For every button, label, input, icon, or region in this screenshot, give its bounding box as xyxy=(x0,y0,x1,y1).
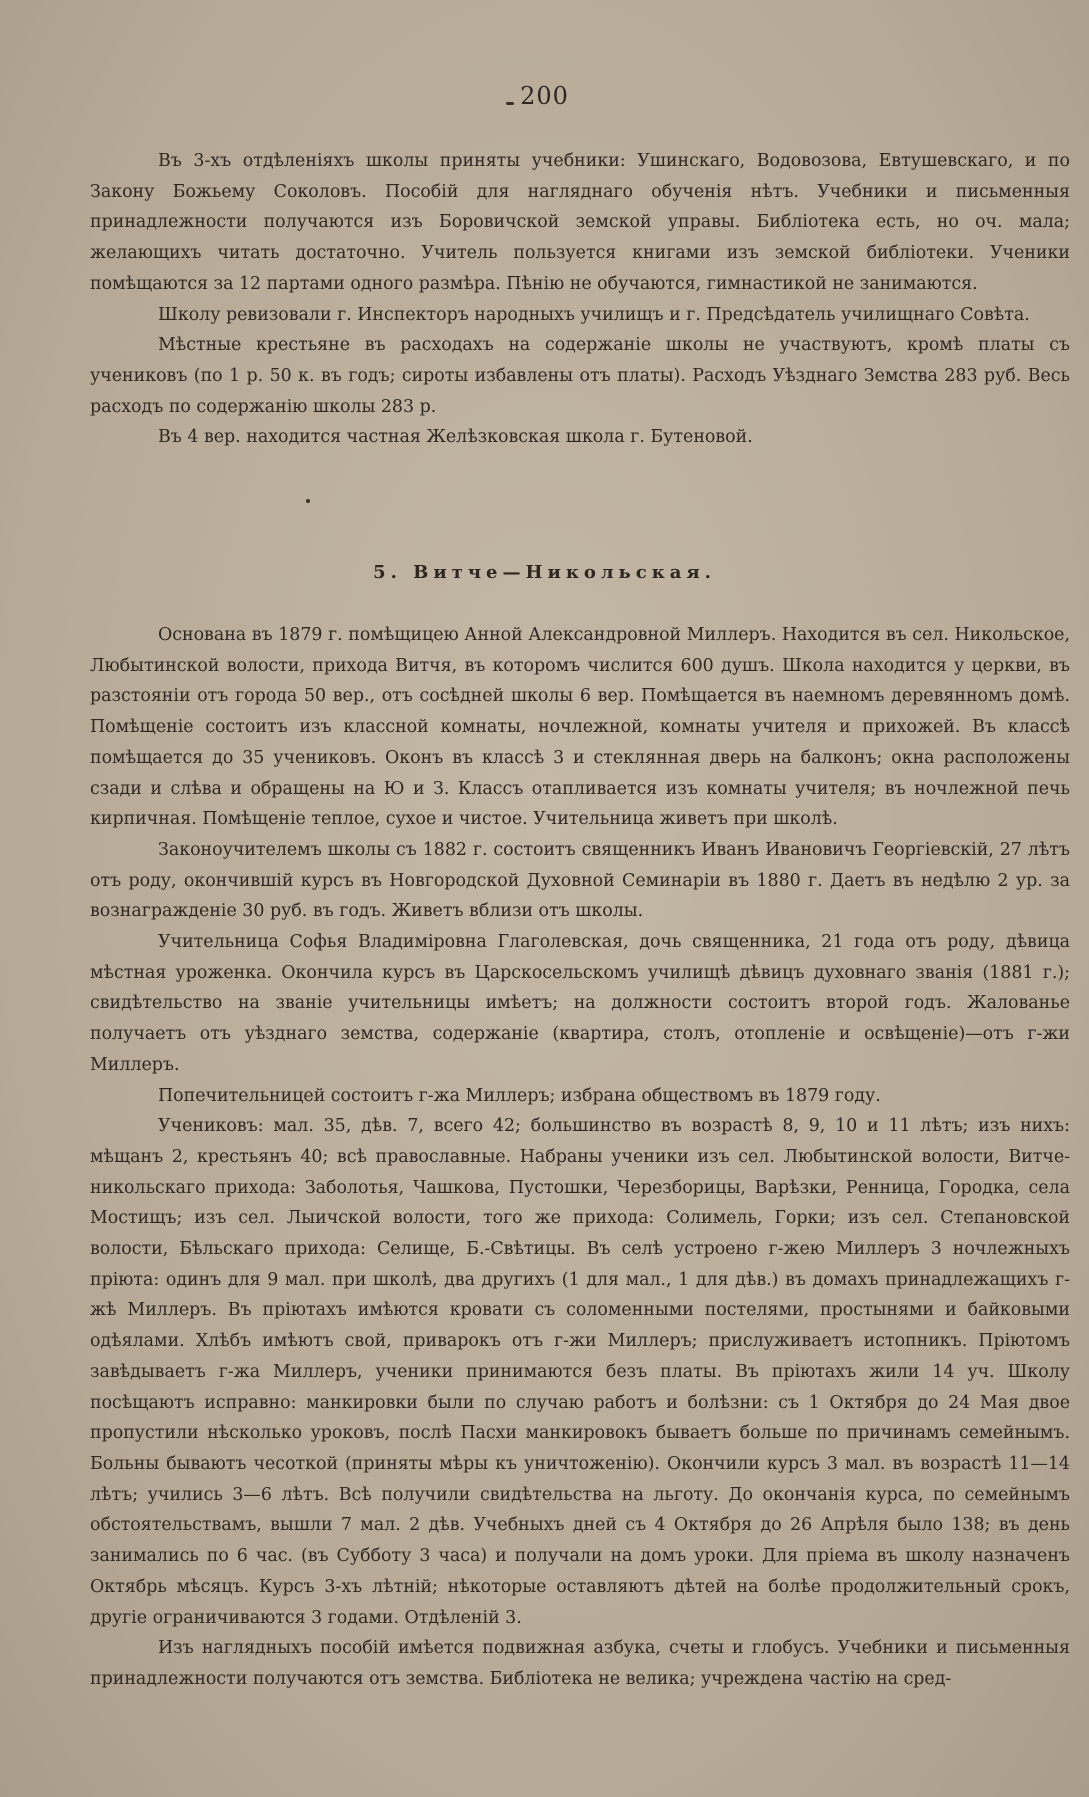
paragraph-textbooks: Въ 3-хъ отдѣленіяхъ школы приняты учебники: Ушинскаго, Водовозова, Евтушевскаго, и по Закону Божьему Соколовъ. Пособій для нагляднаго обученія нѣтъ. Учебники и письменныя принадлежности получаются изъ Боровичской земской управы. Библіотека есть, но оч. мала; желающихъ читать достаточно. Учитель пользуется книгами изъ земской библіотеки. Ученики помѣщаются за 12 партами одного размѣра. Пѣнію не обучаются, гимнастикой не занимаются. xyxy=(90,151,1070,294)
paragraph-trustee: Попечительницей состоитъ г-жа Миллеръ; избрана обществомъ въ 1879 году. xyxy=(158,1085,881,1106)
paragraph-founding: Основана въ 1879 г. помѣщицею Анной Александровной Миллеръ. Находится въ сел. Никольское, Любытинской волости, прихода Витчя, въ которомъ числится 600 душъ. Школа находится у церкви, въ разстояніи отъ города 50 вер., отъ сосѣдней школы 6 вер. Помѣщается въ наемномъ деревянномъ домѣ. Помѣщеніе состоитъ изъ классной комнаты, ночлежной, комнаты учителя и прихожей. Въ классѣ помѣщается до 35 учениковъ. Оконъ въ классѣ 3 и стеклянная дверь на балконъ; окна расположены сзади и слѣва и обращены на Ю и З. Классъ отапливается изъ комнаты учителя; въ ночлежной печь кирпичная. Помѣщеніе теплое, сухое и чистое. Учительница живетъ при школѣ. xyxy=(90,625,1070,830)
paragraph-expenses: Мѣстные крестьяне въ расходахъ на содержаніе школы не участвуютъ, кромѣ платы съ учениковъ (по 1 р. 50 к. въ годъ; сироты избавлены отъ платы). Расходъ Уѣзднаго Земства 283 руб. Весь расходъ по содержанію школы 283 р. xyxy=(90,335,1070,417)
paragraph-private-school: Въ 4 вер. находится частная Желѣзковская школа г. Бутеновой. xyxy=(158,427,753,448)
top-text-block xyxy=(90,146,1070,453)
paragraph-law-teacher: Законоучителемъ школы съ 1882 г. состоитъ священникъ Иванъ Ивановичъ Георгіевскій, 27 лѣтъ отъ роду, окончившій курсъ въ Новгородской Духовной Семинаріи въ 1880 г. Даетъ въ недѣлю 2 ур. за вознагражденіе 30 руб. въ годъ. Живетъ вблизи отъ школы. xyxy=(90,839,1070,922)
section-title: 5. Витче—Никольская. xyxy=(373,562,716,583)
paragraph-visual-aids: Изъ наглядныхъ пособій имѣется подвижная азбука, счеты и глобусъ. Учебники и письменныя принадлежности получаются отъ земства. Библіотека не велика; учреждена частію на сред- xyxy=(90,1638,1070,1689)
paragraph-inspection: Школу ревизовали г. Инспекторъ народныхъ училищъ и г. Предсѣдатель училищнаго Совѣта. xyxy=(158,304,1030,325)
paragraph-teacher: Учительница Софья Владиміровна Глаголевская, дочь священника, 21 года отъ роду, дѣвица мѣстная уроженка. Окончила курсъ въ Царскосельскомъ училищѣ дѣвицъ духовнаго званія (1881 г.); свидѣтельство на званіе учительницы имѣетъ; на должности состоитъ второй годъ. Жалованье получаетъ отъ уѣзднаго земства, содержаніе (квартира, столъ, отопленіе и освѣщеніе)—отъ г-жи Миллеръ. xyxy=(90,932,1070,1075)
section-text-block xyxy=(90,620,1070,1695)
stray-dot xyxy=(306,499,310,503)
paragraph-students: Учениковъ: мал. 35, дѣв. 7, всего 42; большинство въ возрастѣ 8, 9, 10 и 11 лѣтъ; изъ нихъ: мѣщанъ 2, крестьянъ 40; всѣ православные. Набраны ученики изъ сел. Любытинской волости, Витче-никольскаго прихода: Заболотья, Чашкова, Пустошки, Черезборицы, Варѣзки, Ренница, Городка, села Мостищъ; изъ сел. Лыичской волости, того же прихода: Солимель, Горки; изъ сел. Степановской волости, Бѣльскаго прихода: Селище, Б.-Свѣтицы. Въ селѣ устроено г-жею Миллеръ 3 ночлежныхъ пріюта: одинъ для 9 мал. при школѣ, два другихъ (1 для мал., 1 для дѣв.) въ домахъ принадлежащихъ г-жѣ Миллеръ. Въ пріютахъ имѣются кровати съ соломенными постелями, простынями и байковыми одѣялами. Хлѣбъ имѣютъ свой, приварокъ отъ г-жи Миллеръ; прислуживаетъ истопникъ. Пріютомъ завѣдываетъ г-жа Миллеръ, ученики принимаются безъ платы. Въ пріютахъ жили 14 уч. Школу посѣщаютъ исправно: манкировки были по случаю работъ и болѣзни: съ 1 Октября до 24 Мая двое пропустили нѣсколько уроковъ, послѣ Пасхи манкировокъ бываетъ больше по причинамъ семейнымъ. Больны бываютъ чесоткой (приняты мѣры къ уничтоженію). Окончили курсъ 3 мал. въ возрастѣ 11—14 лѣтъ; учились 3—6 лѣтъ. Всѣ получили свидѣтельства на льготу. До окончанія курса, по семейнымъ обстоятельствамъ, вышли 7 мал. 2 дѣв. Учебныхъ дней съ 4 Октября до 26 Апрѣля было 138; въ день занимались по 6 час. (въ Субботу 3 часа) и получали на домъ уроки. Для пріема въ школу назначенъ Октябрь мѣсяцъ. Курсъ 3-хъ лѣтній; нѣкоторые оставляютъ дѣтей на болѣе продолжительный срокъ, другіе ограничиваются 3 годами. Отдѣленій 3. xyxy=(90,1116,1070,1628)
page-number: 200 xyxy=(520,82,569,110)
